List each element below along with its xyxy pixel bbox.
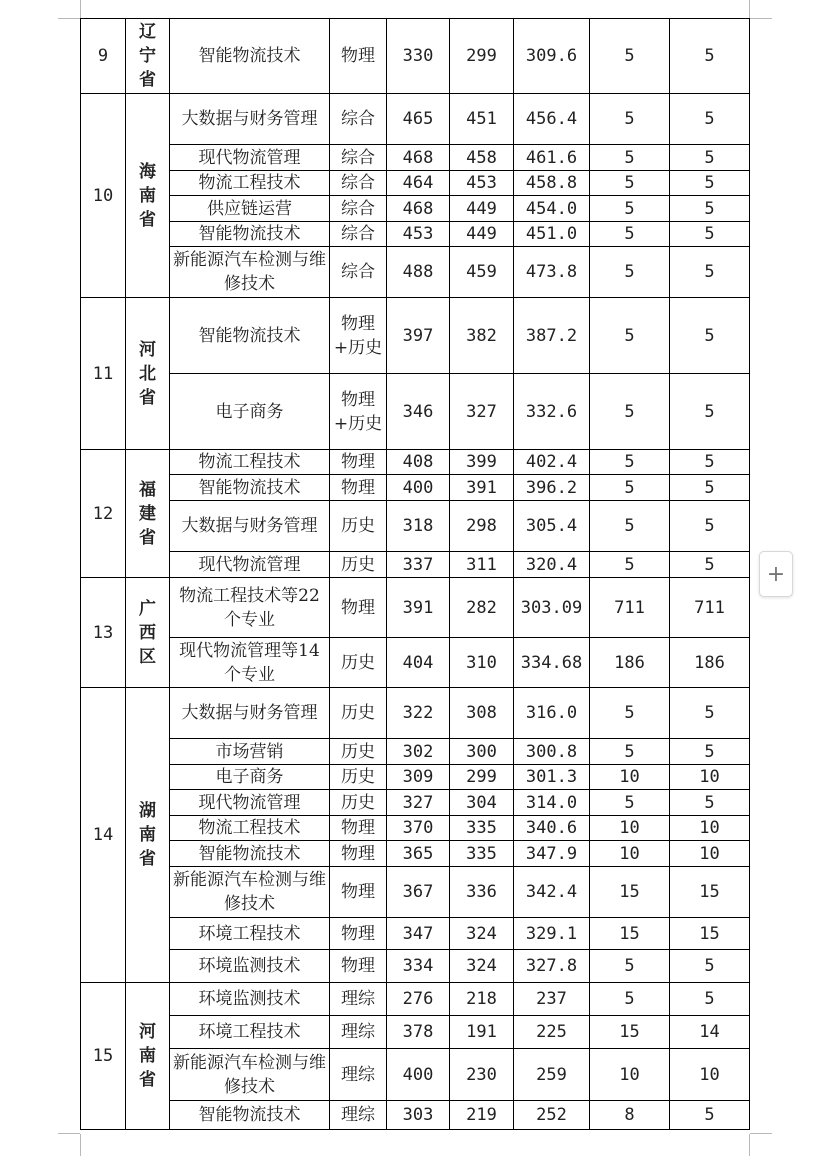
province-char: 福 xyxy=(139,479,156,500)
min-score-cell: 299 xyxy=(450,19,514,94)
crop-mark xyxy=(58,1133,80,1134)
row-number: 14 xyxy=(81,688,126,983)
plan-count-cell: 5 xyxy=(590,790,670,816)
major-cell: 大数据与财务管理 xyxy=(170,501,330,552)
plan-count-cell: 5 xyxy=(590,196,670,222)
subject-cell: 综合 xyxy=(330,247,387,298)
max-score-cell: 309 xyxy=(387,765,450,790)
admitted-count-cell: 5 xyxy=(670,145,750,171)
province-name xyxy=(126,688,170,983)
admitted-count-cell: 10 xyxy=(670,1049,750,1101)
major-cell: 智能物流技术 xyxy=(170,841,330,867)
avg-score-cell: 454.0 xyxy=(514,196,590,222)
subject-cell: 综合 xyxy=(330,145,387,171)
plan-count-cell: 5 xyxy=(590,145,670,171)
plan-count-cell: 5 xyxy=(590,19,670,94)
admitted-count-cell: 14 xyxy=(670,1016,750,1049)
max-score-cell: 468 xyxy=(387,196,450,222)
admitted-count-cell: 15 xyxy=(670,867,750,918)
subject-cell: 理综 xyxy=(330,1016,387,1049)
min-score-cell: 282 xyxy=(450,578,514,638)
subject-cell: 物理 xyxy=(330,867,387,918)
province-name xyxy=(126,298,170,450)
avg-score-cell: 458.8 xyxy=(514,171,590,196)
major-cell: 智能物流技术 xyxy=(170,475,330,501)
row-number: 13 xyxy=(81,578,126,688)
admitted-count-cell: 5 xyxy=(670,475,750,501)
min-score-cell: 310 xyxy=(450,638,514,688)
admitted-count-cell: 5 xyxy=(670,298,750,374)
plan-count-cell: 10 xyxy=(590,765,670,790)
plan-count-cell: 5 xyxy=(590,552,670,578)
avg-score-cell: 314.0 xyxy=(514,790,590,816)
min-score-cell: 459 xyxy=(450,247,514,298)
subject-cell: 物理+历史 xyxy=(330,298,387,374)
min-score-cell: 335 xyxy=(450,841,514,867)
max-score-cell: 465 xyxy=(387,94,450,145)
plan-count-cell: 5 xyxy=(590,450,670,475)
subject-cell: 理综 xyxy=(330,1101,387,1130)
major-cell: 现代物流管理等14 个专业 xyxy=(170,638,330,688)
avg-score-cell: 451.0 xyxy=(514,222,590,247)
major-cell: 智能物流技术 xyxy=(170,19,330,94)
min-score-cell: 308 xyxy=(450,688,514,739)
subject-cell: 物理 xyxy=(330,918,387,950)
max-score-cell: 334 xyxy=(387,950,450,983)
major-cell: 环境监测技术 xyxy=(170,983,330,1016)
avg-score-cell: 347.9 xyxy=(514,841,590,867)
crop-mark xyxy=(750,18,772,19)
admitted-count-cell: 5 xyxy=(670,552,750,578)
avg-score-cell: 301.3 xyxy=(514,765,590,790)
avg-score-cell: 259 xyxy=(514,1049,590,1101)
plan-count-cell: 10 xyxy=(590,816,670,841)
max-score-cell: 337 xyxy=(387,552,450,578)
min-score-cell: 219 xyxy=(450,1101,514,1130)
plan-count-cell: 5 xyxy=(590,475,670,501)
admitted-count-cell: 10 xyxy=(670,765,750,790)
max-score-cell: 276 xyxy=(387,983,450,1016)
table-body xyxy=(81,19,750,1130)
avg-score-cell: 387.2 xyxy=(514,298,590,374)
max-score-cell: 378 xyxy=(387,1016,450,1049)
avg-score-cell: 340.6 xyxy=(514,816,590,841)
table-row xyxy=(81,450,750,475)
row-number: 15 xyxy=(81,983,126,1130)
max-score-cell: 468 xyxy=(387,145,450,171)
min-score-cell: 191 xyxy=(450,1016,514,1049)
min-score-cell: 382 xyxy=(450,298,514,374)
min-score-cell: 453 xyxy=(450,171,514,196)
max-score-cell: 400 xyxy=(387,475,450,501)
subject-cell: 历史 xyxy=(330,501,387,552)
avg-score-cell: 327.8 xyxy=(514,950,590,983)
plan-count-cell: 711 xyxy=(590,578,670,638)
avg-score-cell: 305.4 xyxy=(514,501,590,552)
min-score-cell: 449 xyxy=(450,222,514,247)
plan-count-cell: 5 xyxy=(590,688,670,739)
province-name xyxy=(126,94,170,298)
major-cell: 物流工程技术 xyxy=(170,816,330,841)
admitted-count-cell: 5 xyxy=(670,950,750,983)
avg-score-cell: 225 xyxy=(514,1016,590,1049)
plan-count-cell: 15 xyxy=(590,1016,670,1049)
province-char: 西 xyxy=(139,622,156,643)
province-char: 辽 xyxy=(139,22,156,42)
table-row xyxy=(81,739,750,765)
major-cell: 现代物流管理 xyxy=(170,552,330,578)
table-row xyxy=(81,816,750,841)
max-score-cell: 303 xyxy=(387,1101,450,1130)
max-score-cell: 404 xyxy=(387,638,450,688)
subject-cell: 物理 xyxy=(330,19,387,94)
max-score-cell: 400 xyxy=(387,1049,450,1101)
table-row xyxy=(81,145,750,171)
avg-score-cell: 461.6 xyxy=(514,145,590,171)
admitted-count-cell: 5 xyxy=(670,19,750,94)
subject-cell: 综合 xyxy=(330,222,387,247)
plan-count-cell: 5 xyxy=(590,501,670,552)
plan-count-cell: 5 xyxy=(590,171,670,196)
max-score-cell: 408 xyxy=(387,450,450,475)
table-row xyxy=(81,867,750,918)
major-cell: 新能源汽车检测与维修技术 xyxy=(170,867,330,918)
max-score-cell: 453 xyxy=(387,222,450,247)
plan-count-cell: 10 xyxy=(590,841,670,867)
subject-cell: 历史 xyxy=(330,739,387,765)
admitted-count-cell: 5 xyxy=(670,450,750,475)
subject-cell: 综合 xyxy=(330,196,387,222)
province-char: 海 xyxy=(139,161,156,182)
admitted-count-cell: 5 xyxy=(670,688,750,739)
province-char: 广 xyxy=(139,598,156,619)
table-row xyxy=(81,1101,750,1130)
max-score-cell: 347 xyxy=(387,918,450,950)
plan-count-cell: 186 xyxy=(590,638,670,688)
table-row xyxy=(81,196,750,222)
min-score-cell: 391 xyxy=(450,475,514,501)
major-cell: 供应链运营 xyxy=(170,196,330,222)
table-row xyxy=(81,222,750,247)
province-name xyxy=(126,19,170,94)
plan-count-cell: 5 xyxy=(590,983,670,1016)
subject-cell: 物理 xyxy=(330,841,387,867)
plan-count-cell: 5 xyxy=(590,247,670,298)
crop-mark xyxy=(750,1133,772,1134)
table-row xyxy=(81,790,750,816)
province-char: 省 xyxy=(139,849,156,869)
admitted-count-cell: 5 xyxy=(670,94,750,145)
admitted-count-cell: 5 xyxy=(670,247,750,298)
admitted-count-cell: 10 xyxy=(670,816,750,841)
min-score-cell: 324 xyxy=(450,950,514,983)
min-score-cell: 399 xyxy=(450,450,514,475)
major-cell: 电子商务 xyxy=(170,765,330,790)
table-row xyxy=(81,841,750,867)
admitted-count-cell: 10 xyxy=(670,841,750,867)
province-char: 河 xyxy=(139,339,156,360)
max-score-cell: 330 xyxy=(387,19,450,94)
major-cell: 大数据与财务管理 xyxy=(170,688,330,739)
province-name xyxy=(126,578,170,688)
max-score-cell: 318 xyxy=(387,501,450,552)
major-cell: 智能物流技术 xyxy=(170,1101,330,1130)
plan-count-cell: 5 xyxy=(590,94,670,145)
admitted-count-cell: 711 xyxy=(670,578,750,638)
plan-count-cell: 15 xyxy=(590,867,670,918)
avg-score-cell: 320.4 xyxy=(514,552,590,578)
province-char: 湖 xyxy=(139,801,156,821)
subject-cell: 综合 xyxy=(330,171,387,196)
province-char: 南 xyxy=(139,825,156,845)
avg-score-cell: 402.4 xyxy=(514,450,590,475)
table-row xyxy=(81,765,750,790)
admitted-count-cell: 5 xyxy=(670,374,750,450)
table-row xyxy=(81,475,750,501)
max-score-cell: 346 xyxy=(387,374,450,450)
province-char: 建 xyxy=(139,503,156,524)
table-row xyxy=(81,1016,750,1049)
min-score-cell: 230 xyxy=(450,1049,514,1101)
avg-score-cell: 329.1 xyxy=(514,918,590,950)
major-cell: 新能源汽车检测与维修技术 xyxy=(170,1049,330,1101)
table-row xyxy=(81,298,750,374)
crop-mark xyxy=(80,1134,81,1156)
major-cell: 物流工程技术等22 个专业 xyxy=(170,578,330,638)
table-row xyxy=(81,918,750,950)
province-char: 省 xyxy=(139,527,156,548)
major-cell: 环境工程技术 xyxy=(170,918,330,950)
subject-cell: 物理 xyxy=(330,578,387,638)
subject-cell: 历史 xyxy=(330,790,387,816)
admitted-count-cell: 5 xyxy=(670,196,750,222)
min-score-cell: 299 xyxy=(450,765,514,790)
row-number: 12 xyxy=(81,450,126,578)
avg-score-cell: 342.4 xyxy=(514,867,590,918)
max-score-cell: 391 xyxy=(387,578,450,638)
max-score-cell: 322 xyxy=(387,688,450,739)
table-row xyxy=(81,983,750,1016)
avg-score-cell: 316.0 xyxy=(514,688,590,739)
min-score-cell: 298 xyxy=(450,501,514,552)
min-score-cell: 449 xyxy=(450,196,514,222)
major-cell: 环境工程技术 xyxy=(170,1016,330,1049)
major-cell: 环境监测技术 xyxy=(170,950,330,983)
max-score-cell: 370 xyxy=(387,816,450,841)
max-score-cell: 367 xyxy=(387,867,450,918)
table-row xyxy=(81,501,750,552)
avg-score-cell: 309.6 xyxy=(514,19,590,94)
province-char: 省 xyxy=(139,209,156,230)
major-cell: 智能物流技术 xyxy=(170,222,330,247)
major-cell: 电子商务 xyxy=(170,374,330,450)
subject-cell: 物理 xyxy=(330,816,387,841)
subject-cell: 物理 xyxy=(330,950,387,983)
subject-cell: 历史 xyxy=(330,688,387,739)
min-score-cell: 324 xyxy=(450,918,514,950)
avg-score-cell: 396.2 xyxy=(514,475,590,501)
plan-count-cell: 5 xyxy=(590,298,670,374)
subject-cell: 物理+历史 xyxy=(330,374,387,450)
plan-count-cell: 15 xyxy=(590,918,670,950)
admitted-count-cell: 5 xyxy=(670,501,750,552)
plan-count-cell: 5 xyxy=(590,950,670,983)
subject-cell: 物理 xyxy=(330,450,387,475)
table-row xyxy=(81,94,750,145)
admitted-count-cell: 5 xyxy=(670,739,750,765)
province-char: 河 xyxy=(139,1022,156,1042)
crop-mark xyxy=(749,1134,750,1156)
plan-count-cell: 5 xyxy=(590,222,670,247)
min-score-cell: 336 xyxy=(450,867,514,918)
major-cell: 市场营销 xyxy=(170,739,330,765)
crop-mark xyxy=(58,18,80,19)
max-score-cell: 488 xyxy=(387,247,450,298)
admission-score-table xyxy=(80,18,750,1130)
min-score-cell: 458 xyxy=(450,145,514,171)
row-number: 11 xyxy=(81,298,126,450)
admitted-count-cell: 15 xyxy=(670,918,750,950)
row-number: 10 xyxy=(81,94,126,298)
admitted-count-cell: 5 xyxy=(670,983,750,1016)
plan-count-cell: 5 xyxy=(590,374,670,450)
province-char: 宁 xyxy=(139,46,156,66)
table-row xyxy=(81,247,750,298)
table-row xyxy=(81,578,750,638)
admitted-count-cell: 5 xyxy=(670,1101,750,1130)
admitted-count-cell: 186 xyxy=(670,638,750,688)
province-char: 南 xyxy=(139,1046,156,1066)
max-score-cell: 365 xyxy=(387,841,450,867)
avg-score-cell: 237 xyxy=(514,983,590,1016)
subject-cell: 历史 xyxy=(330,552,387,578)
major-cell: 物流工程技术 xyxy=(170,450,330,475)
plus-icon: + xyxy=(766,561,786,587)
max-score-cell: 302 xyxy=(387,739,450,765)
major-cell: 现代物流管理 xyxy=(170,145,330,171)
table-row xyxy=(81,950,750,983)
subject-cell: 历史 xyxy=(330,765,387,790)
major-cell: 新能源汽车检测与维修技术 xyxy=(170,247,330,298)
major-cell: 物流工程技术 xyxy=(170,171,330,196)
province-name xyxy=(126,983,170,1130)
max-score-cell: 464 xyxy=(387,171,450,196)
plan-count-cell: 8 xyxy=(590,1101,670,1130)
subject-cell: 综合 xyxy=(330,94,387,145)
row-number: 9 xyxy=(81,19,126,94)
major-cell: 现代物流管理 xyxy=(170,790,330,816)
admitted-count-cell: 5 xyxy=(670,790,750,816)
table-row xyxy=(81,19,750,94)
avg-score-cell: 334.68 xyxy=(514,638,590,688)
subject-cell: 理综 xyxy=(330,1049,387,1101)
subject-cell: 历史 xyxy=(330,638,387,688)
avg-score-cell: 332.6 xyxy=(514,374,590,450)
subject-cell: 物理 xyxy=(330,475,387,501)
max-score-cell: 327 xyxy=(387,790,450,816)
min-score-cell: 218 xyxy=(450,983,514,1016)
province-char: 省 xyxy=(139,70,156,90)
min-score-cell: 300 xyxy=(450,739,514,765)
min-score-cell: 335 xyxy=(450,816,514,841)
subject-cell: 理综 xyxy=(330,983,387,1016)
province-name xyxy=(126,450,170,578)
add-button[interactable] xyxy=(759,551,793,597)
min-score-cell: 327 xyxy=(450,374,514,450)
avg-score-cell: 303.09 xyxy=(514,578,590,638)
province-char: 北 xyxy=(139,363,156,384)
table-row xyxy=(81,638,750,688)
max-score-cell: 397 xyxy=(387,298,450,374)
avg-score-cell: 252 xyxy=(514,1101,590,1130)
table-row xyxy=(81,374,750,450)
table-row xyxy=(81,171,750,196)
province-char: 省 xyxy=(139,387,156,408)
min-score-cell: 304 xyxy=(450,790,514,816)
admitted-count-cell: 5 xyxy=(670,222,750,247)
province-char: 南 xyxy=(139,185,156,206)
avg-score-cell: 300.8 xyxy=(514,739,590,765)
province-char: 区 xyxy=(139,646,156,667)
plan-count-cell: 5 xyxy=(590,739,670,765)
admitted-count-cell: 5 xyxy=(670,171,750,196)
table-row xyxy=(81,688,750,739)
min-score-cell: 451 xyxy=(450,94,514,145)
province-char: 省 xyxy=(139,1070,156,1090)
major-cell: 智能物流技术 xyxy=(170,298,330,374)
avg-score-cell: 456.4 xyxy=(514,94,590,145)
avg-score-cell: 473.8 xyxy=(514,247,590,298)
min-score-cell: 311 xyxy=(450,552,514,578)
major-cell: 大数据与财务管理 xyxy=(170,94,330,145)
table-row xyxy=(81,1049,750,1101)
plan-count-cell: 10 xyxy=(590,1049,670,1101)
table-row xyxy=(81,552,750,578)
